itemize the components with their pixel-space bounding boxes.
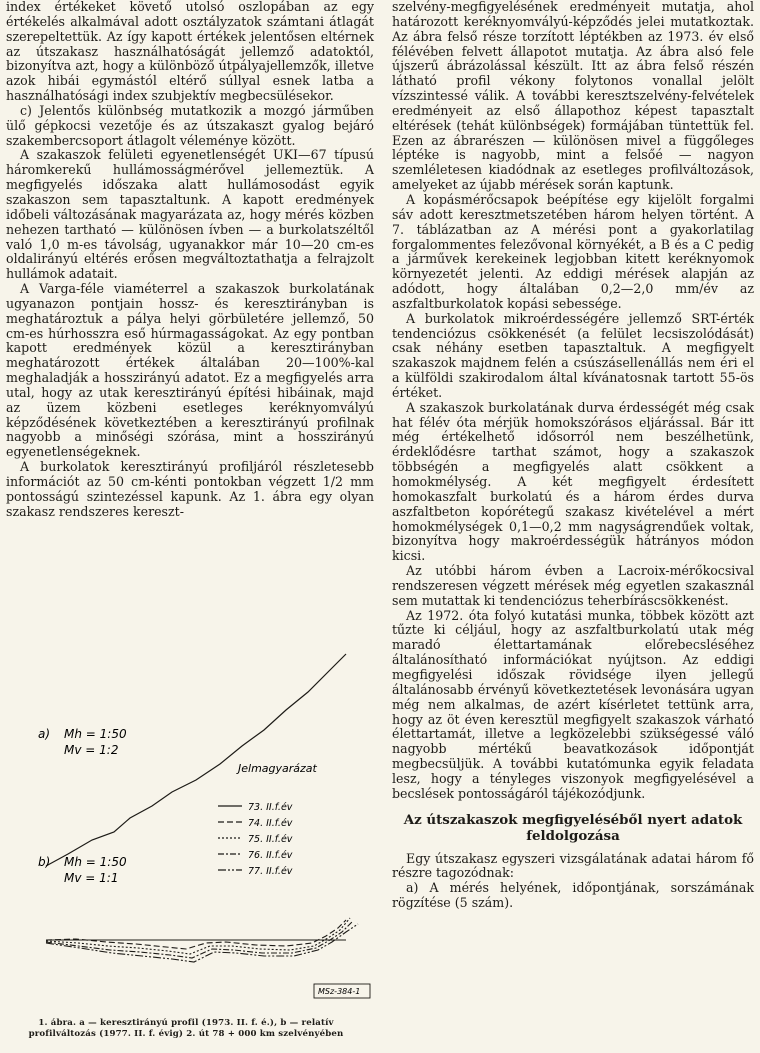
left-column <box>6 0 374 520</box>
paragraph: Egy útszakasz egyszeri vizsgálatának adatai három fő részre tagozódnak: <box>392 850 754 881</box>
figure-1 <box>6 640 374 1012</box>
paragraph: Az utóbbi három évben a Lacroix-mérőkocsival rendszeresen végzett mérések még egyetlen szakasznál sem mutattak ki tendenciózus teherbíráscsökkenést. <box>392 563 754 608</box>
list-item: a) A mérés helyének, időpontjának, sorszámának rögzítése (5 szám). <box>392 880 754 911</box>
paragraph: Az 1972. óta folyó kutatási munka, többek között azt tűzte ki céljául, hogy az aszfaltburkolatú utak még maradó élettartamának előrebecsléséhez általánosítható információkat nyújtson. Az eddigi megfigyelési időszak rövidsége ilyen jellegű általánosabb érvényű következtetések levonására ugyan még nem alkalmas, de azért kísérletet tettünk arra, hogy az öt éven keresztül megfigyelt szakaszok várható élettartamát, illetve a legközelebbi szükségessé váló nagyobb mértékű beavatkozások időpontját megbecsüljük. A további kutatómunka egyik feladata lesz, hogy a tényleges viszonyok megfigyelésével a becslések pontosságáról tájékozódjunk. <box>392 607 754 801</box>
legend-label-74: 74. II.f.év <box>248 818 293 829</box>
paragraph: A szakaszok burkolatának durva érdességét még csak hat félév óta mérjük homokszórásos eljárással. Bár itt még értékelhető idősorról nem beszélhetünk, érdeklődésre tarthat számot, hogy a szakaszok többségén a megfigyelés alatt csökkent a homokmélység. A két megfigyelt érdesített homokaszfalt burkolatú és a három érdes durva aszfaltbeton kopórétegű szakasz kivételével a mért homokmélységek 0,1—0,2 mm nagyságrendűek voltak, bizonyítva hogy makroérdességük hátrányos módon kicsi. <box>392 399 754 564</box>
scale-b-horizontal: Mh = 1:50 <box>64 855 127 869</box>
relative-profile-lines <box>46 918 358 962</box>
paragraph: A burkolatok keresztirányú profiljáról részletesebb információt az 50 cm-kénti pontokban végzett 1/2 mm pontosságú szintezéssel kapunk. Az 1. ábra egy olyan szakasz rendszeres kereszt- <box>6 459 374 519</box>
legend-label-73: 73. II.f.év <box>248 802 293 813</box>
upper-cross-profile-line <box>46 654 346 866</box>
paragraph: A szakaszok felületi egyenetlenségét UKI—67 típusú háromkerekű hullámosságmérővel jellemeztük. A megfigyelés időszaka alatt hullámosodást egyik szakaszon sem tapasztaltunk. A kapott eredmények időbeli változásának magyarázata az, hogy mérés közben nehezen tartható — különösen ívben — a burkolatszéltől való 1,0 m-es távolság, ugyanakkor már 10—20 cm-es oldalirányú eltérés erősen megváltoztathatja a felrajzolt hullámok adatait. <box>6 147 374 282</box>
scale-a-horizontal: Mh = 1:50 <box>64 727 127 741</box>
figure-caption: 1. ábra. a — keresztirányú profil (1973. II. f. é.), b — relatív profilváltozás (1977. II. f. évig) 2. út 78 + 000 km szelvényében <box>28 1018 344 1039</box>
paragraph: c) Jelentős különbség mutatkozik a mozgó járműben ülő gépkocsi vezetője és az útszakaszt gyalog bejáró szakembercsoport átlagolt véleménye között. <box>6 102 374 148</box>
paragraph: index értékeket követő utolsó oszlopában az egy értékelés alkalmával adott osztályzatok számtani átlagát szerepeltettük. Az így kapott értékek jelentősen eltérnek az útszakasz használhatóságát jellemző adatoktól, bizonyítva azt, hogy a különböző útpályajellemzők, illetve azok hibái egymástól eltérő súllyal esnek latba a használhatósági index szubjektív megbecsülésekor. <box>6 0 374 104</box>
label-b: b) <box>38 855 51 869</box>
paragraph: A kopásmérőcsapok beépítése egy kijelölt forgalmi sáv adott keresztmetszetében három helyen történt. A 7. táblázatban az A mérési pont a gyakorlatilag forgalommentes felezővonal környékét, a B és a C pedig a járművek kerekeinek legjobban kitett keréknyomok környezetét jelenti. Az eddigi mérések alapján az adódott, hogy általában 0,2—2,0 mm/év az aszfaltburkolatok kopási sebessége. <box>392 191 754 311</box>
legend-label-76: 76. II.f.év <box>248 850 293 861</box>
right-column <box>392 0 754 911</box>
figure-stamp-label: MSz-384-1 <box>318 987 361 996</box>
profile-line-75 <box>46 918 350 954</box>
paragraph: szelvény-megfigyelésének eredményeit mutatja, ahol határozott keréknyomvályú-képződés jelei mutatkoztak. Az ábra felső része torzított léptékben az 1973. év első félévében felvett állapotot mutatja. Az ábra alsó fele újszerű ábrázolással készült. Itt az ábra felső részén látható profil vékony folytonos vonallal jelölt vízszintessé válik. A további keresztszelvény-felvételek eredményeit az első állapothoz képest tapasztalt eltérések (tehát különbségek) formájában tüntettük fel. Ezen az ábrarészen — különösen mivel a függőleges léptéke is nagyobb, mint a felsőé — nagyon szemléletesen kiadódnak az esetleges profilváltozások, amelyeket az újabb mérések során kaptunk. <box>392 0 754 193</box>
legend-label-75: 75. II.f.év <box>248 834 293 845</box>
scale-b-vertical: Mv = 1:1 <box>64 871 119 885</box>
paragraph: A Varga-féle viaméterrel a szakaszok burkolatának ugyanazon pontjain hossz- és keresztirányban is meghatároztuk a pálya helyi görbületére jellemző, 50 cm-es húrhosszra eső húrmagasságokat. Az egy pontban kapott eredmények közül a keresztirányban meghatározott értékek általában 20—100%-kal meghaladják a hosszirányú adatot. Ez a megfigyelés arra utal, hogy az utak keresztirányú építési hibáinak, majd az üzem közbeni esetleges keréknyomvályú képződésének következtében a keresztirányú profilnak nagyobb a minőségi szórása, mint a hosszirányú egyenetlenségeknek. <box>6 281 374 460</box>
label-a: a) <box>38 727 51 741</box>
legend <box>218 802 293 877</box>
paragraph: A burkolatok mikroérdességére jellemző SRT-érték tendenciózus csökkenését (a felület lecsiszolódását) csak néhány esetben tapasztaltuk. A megfigyelt szakaszok majdnem felén a csúszásellenállás nem éri el a külföldi szakirodalom által kívánatosnak tartott 55-ös értéket. <box>392 310 754 400</box>
legend-label-77: 77. II.f.év <box>248 866 293 877</box>
scale-a-vertical: Mv = 1:2 <box>64 743 119 757</box>
profile-figure <box>6 640 374 1012</box>
legend-title: Jelmagyarázat <box>238 762 317 775</box>
section-heading: Az útszakaszok megfigyeléséből nyert adatok feldolgozása <box>403 811 743 844</box>
